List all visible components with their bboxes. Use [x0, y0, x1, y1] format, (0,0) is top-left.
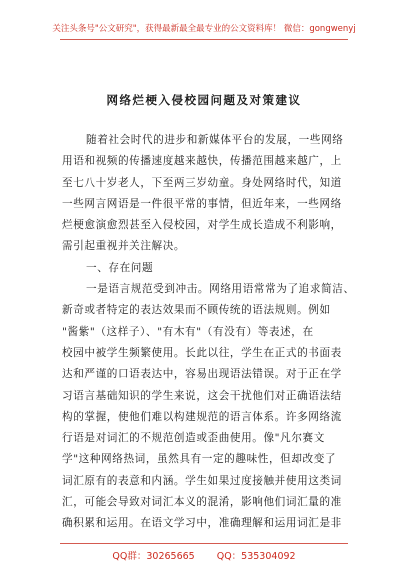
body-line: "酱紫"（这样子）、"有木有"（有没有）等表述，在 — [62, 325, 314, 338]
body-line: 确积累和运用。在语文学习中，准确理解和运用词汇是非 — [62, 517, 342, 530]
body-line: 一是语言规范受到冲击。网络用语常常为了追求简洁、 — [86, 283, 355, 296]
footer-qq-number: QQ：535304092 — [216, 551, 296, 562]
body-line: 校园中被学生频繁使用。长此以往，学生在正式的书面表 — [62, 346, 342, 359]
header-notice: 关注头条号"公文研究"，获得最新最全最专业的公文资料库！ 微信：gongwenyj — [52, 24, 356, 34]
footer-qq-group: QQ群：30265665 — [112, 551, 195, 562]
body-line: 词汇原有的表意和内涵。学生如果过度接触并使用这类词 — [62, 474, 342, 487]
footer-divider — [60, 543, 348, 544]
page-header — [0, 0, 408, 70]
body-line: 用语和视频的传播速度越来越快，传播范围越来越广，上 — [62, 155, 342, 168]
body-line: 构的掌握，使他们难以构建规范的语言体系。许多网络流 — [62, 410, 342, 423]
body-line: 烂梗愈演愈烈甚至入侵校园，对学生成长造成不利影响， — [62, 219, 342, 232]
body-line: 新奇或者特定的表达效果而不顾传统的语法规则。例如 — [62, 304, 331, 317]
body-line: 汇，可能会导致对词汇本义的混淆，影响他们词汇量的准 — [62, 496, 342, 509]
body-line: 习语言基础知识的学生来说，这会干扰他们对正确语法结 — [62, 389, 342, 402]
body-line: 随着社会时代的进步和新媒体平台的发展，一些网络 — [86, 134, 344, 146]
body-line: 需引起重视并关注解决。 — [62, 240, 186, 253]
footer-contact — [0, 548, 408, 562]
page-footer — [0, 543, 408, 563]
body-line: 一些网言网语是一件很平常的事情，但近年来，一些网络 — [62, 197, 342, 210]
body-line: 至七八十岁老人，下至两三岁幼童。身处网络时代，知道 — [62, 176, 342, 189]
body-line: 达和严谨的口语表达中，容易出现语法错误。对于正在学 — [62, 368, 342, 381]
section-heading: 一、存在问题 — [86, 261, 154, 274]
header-divider — [60, 39, 348, 40]
body-line: 行语是对词汇的不规范创造或歪曲使用。像"凡尔赛文 — [62, 432, 325, 445]
document-title: 网络烂梗入侵校园问题及对策建议 — [106, 93, 302, 107]
document-body — [62, 130, 362, 535]
body-line: 学"这种网络热词，虽然具有一定的趣味性，但却改变了 — [62, 453, 337, 466]
